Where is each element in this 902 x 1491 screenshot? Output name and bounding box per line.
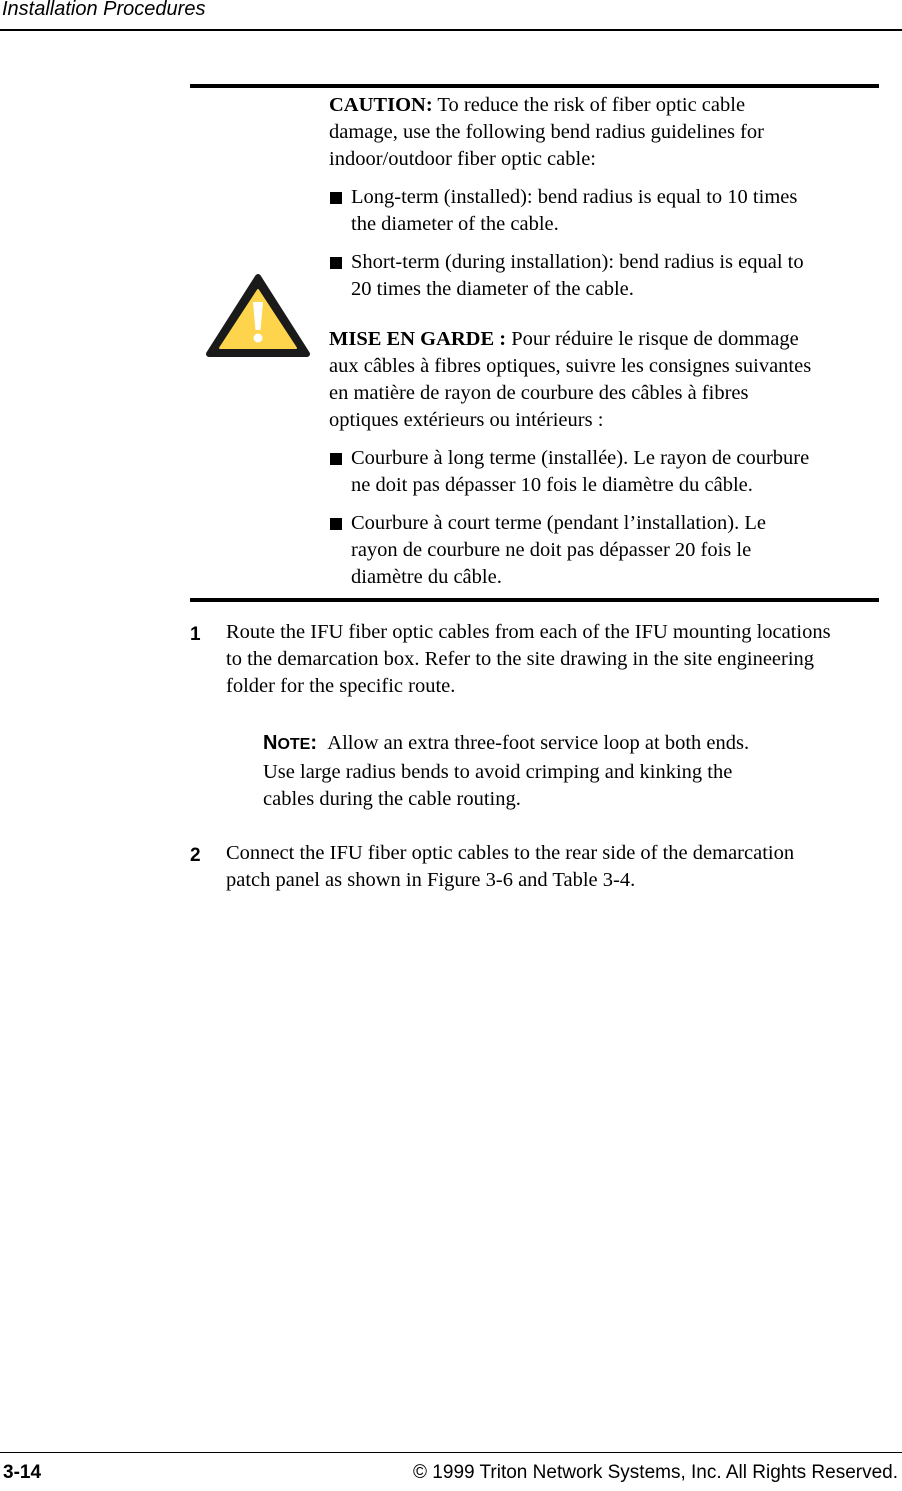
note [263,730,863,814]
step-text: Route the IFU fiber optic cables from each of the IFU mounting locations to the demarcation box. Refer to the site drawing in the site engineering folder for the specific route. [226,621,831,697]
caution-en-bullet: Long-term (installed): bend radius is equal to 10 times the diameter of the cable. [329,184,874,238]
step-2 [190,840,900,894]
caution-fr-bullet: Courbure à long terme (installée). Le rayon de courbure ne doit pas dépasser 10 fois le diamètre du câble. [329,445,874,499]
caution-en-intro: CAUTION: To reduce the risk of fiber optic cable damage, use the following bend radius guidelines for indoor/outdoor fiber optic cable: [329,94,764,170]
step-text: Connect the IFU fiber optic cables to the rear side of the demarcation patch panel as shown in Figure 3-6 and Table 3-4. [226,842,795,891]
caution-top-rule [190,84,879,88]
step-number: 1 [190,624,201,645]
note-label: NOTE: [263,732,318,754]
footer-rule [0,1452,902,1453]
note-text: cables during the cable routing. [263,788,521,810]
bullet-square-icon [330,257,342,269]
caution-fr-intro: MISE EN GARDE : Pour réduire le risque de dommage aux câbles à fibres optiques, suivre les consignes suivantes en matière de rayon de courbure des câbles à fibres optiques extérieurs ou intérieurs : [329,328,812,431]
copyright-notice: © 1999 Triton Network Systems, Inc. All Rights Reserved. [413,1462,898,1483]
caution-bottom-rule [190,598,879,602]
caution-label: CAUTION: [329,94,433,116]
caution-box [329,92,874,591]
caution-fr-bullet: Courbure à court terme (pendant l’installation). Le rayon de courbure ne doit pas dépasser 20 fois le diamètre du câble. [329,510,874,591]
bullet-square-icon [330,518,342,530]
bullet-square-icon [330,192,342,204]
step-number: 2 [190,845,201,866]
warning-triangle-icon [205,272,311,360]
note-text: Allow an extra three-foot service loop at both ends. [327,732,750,754]
caution-en-bullet: Short-term (during installation): bend radius is equal to 20 times the diameter of the cable. [329,249,874,303]
running-header-title: Installation Procedures [2,0,206,20]
header-rule [0,29,902,31]
mise-en-garde-label: MISE EN GARDE : [329,328,507,350]
note-text: Use large radius bends to avoid crimping and kinking the [263,760,733,783]
bullet-square-icon [330,453,342,465]
step-1 [190,619,900,700]
page-number: 3-14 [3,1462,42,1483]
